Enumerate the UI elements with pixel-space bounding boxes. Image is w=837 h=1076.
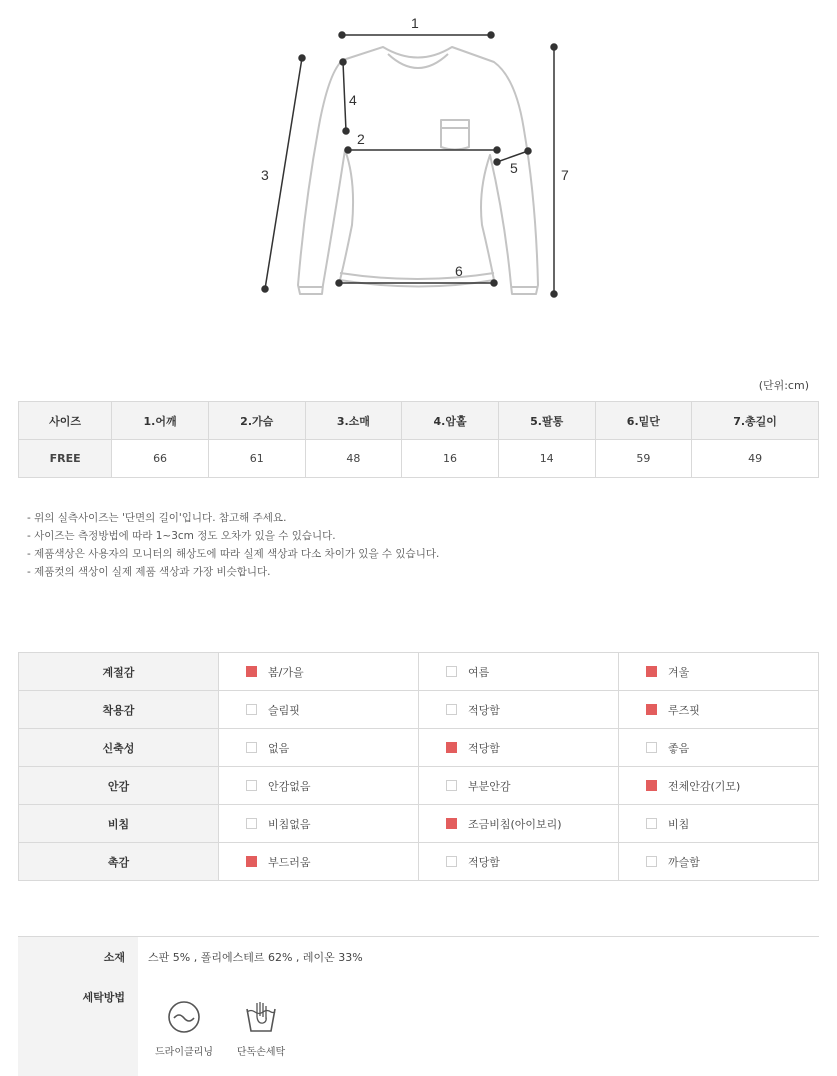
washing-item-hand-wash	[221, 999, 301, 1058]
feel-option	[219, 691, 419, 729]
header-cell: 2.가슴	[208, 402, 305, 440]
header-cell: 6.밑단	[595, 402, 692, 440]
size-table	[18, 401, 819, 478]
feel-option-label: 적당함	[468, 741, 500, 755]
measure-label-5: 5	[510, 160, 518, 176]
header-cell: 1.어깨	[112, 402, 209, 440]
header-cell: 7.총길이	[692, 402, 819, 440]
feel-option-label: 안감없음	[268, 779, 311, 793]
feel-option-label: 여름	[468, 665, 490, 679]
measurement-diagram	[0, 0, 837, 330]
washing-item-label: 단독손세탁	[236, 1047, 286, 1058]
feel-option	[619, 691, 819, 729]
feel-option-label: 봄/가을	[268, 665, 304, 679]
feel-option	[619, 767, 819, 805]
material-section	[18, 936, 819, 1076]
table-row	[19, 440, 819, 478]
header-cell: 사이즈	[19, 402, 112, 440]
feel-option-label: 루즈핏	[668, 703, 700, 717]
header-cell: 5.팔통	[498, 402, 595, 440]
size-value-cell: 61	[208, 440, 305, 478]
feel-option	[219, 843, 419, 881]
size-notes	[27, 509, 439, 581]
unchecked-box-icon	[246, 742, 257, 753]
material-label: 소재	[103, 951, 125, 964]
size-value-cell: 14	[498, 440, 595, 478]
size-value-cell: 48	[305, 440, 402, 478]
unchecked-box-icon	[446, 780, 457, 791]
feel-option	[419, 653, 619, 691]
material-text: 스판 5% , 폴리에스테르 62% , 레이온 33%	[148, 951, 363, 964]
washing-item-dry-clean	[144, 999, 224, 1058]
hand-wash-icon	[243, 999, 279, 1035]
feel-option	[419, 691, 619, 729]
checked-box-icon	[646, 666, 657, 677]
feel-category: 신축성	[19, 729, 219, 767]
checked-box-icon	[246, 856, 257, 867]
checked-box-icon	[646, 780, 657, 791]
table-row	[19, 805, 819, 843]
feel-category: 안감	[19, 767, 219, 805]
table-row	[19, 729, 819, 767]
header-cell: 4.암홀	[402, 402, 499, 440]
checked-box-icon	[646, 704, 657, 715]
note-line: - 제품컷의 색상이 실제 제품 색상과 가장 비슷합니다.	[27, 566, 271, 578]
note-line: - 제품색상은 사용자의 모니터의 해상도에 따라 실제 색상과 다소 차이가 있을 수 있습니다.	[27, 548, 440, 560]
feel-category: 비침	[19, 805, 219, 843]
size-value-cell: 16	[402, 440, 499, 478]
size-value-cell: 66	[112, 440, 209, 478]
feel-option-label: 까슬함	[668, 855, 700, 869]
note-line: - 위의 실측사이즈는 '단면의 길이'입니다. 참고해 주세요.	[27, 512, 287, 524]
size-value-cell: 49	[692, 440, 819, 478]
washing-label: 세탁방법	[82, 991, 125, 1004]
feel-option-label: 슬림핏	[268, 703, 300, 717]
washing-item-label: 드라이클리닝	[155, 1047, 213, 1058]
tshirt-illustration	[0, 0, 837, 330]
feel-option-label: 부분안감	[468, 779, 511, 793]
feel-option	[419, 767, 619, 805]
checked-box-icon	[446, 818, 457, 829]
feel-option-label: 부드러움	[268, 855, 311, 869]
unchecked-box-icon	[246, 818, 257, 829]
feel-option	[219, 653, 419, 691]
feel-option-label: 적당함	[468, 855, 500, 869]
feel-option	[219, 805, 419, 843]
note-line: - 사이즈는 측정방법에 따라 1~3cm 정도 오차가 있을 수 있습니다.	[27, 530, 336, 542]
feel-option	[619, 729, 819, 767]
feel-category: 계절감	[19, 653, 219, 691]
header-cell: 3.소매	[305, 402, 402, 440]
measure-label-3: 3	[261, 167, 269, 183]
unchecked-box-icon	[446, 704, 457, 715]
size-table-header	[19, 402, 819, 440]
measure-label-2: 2	[357, 131, 365, 147]
feel-option	[419, 805, 619, 843]
feel-option	[419, 843, 619, 881]
feel-category: 착용감	[19, 691, 219, 729]
unit-label: (단위:cm)	[758, 379, 809, 392]
table-row	[19, 767, 819, 805]
unchecked-box-icon	[446, 666, 457, 677]
size-name-cell: FREE	[19, 440, 112, 478]
table-row	[19, 691, 819, 729]
measure-label-7: 7	[561, 167, 569, 183]
feel-option-label: 좋음	[668, 741, 690, 755]
feel-option	[419, 729, 619, 767]
dry-clean-icon	[166, 999, 202, 1035]
feel-option-label: 비침	[668, 817, 690, 831]
checked-box-icon	[246, 666, 257, 677]
feel-option-label: 없음	[268, 741, 290, 755]
measure-label-4: 4	[349, 92, 357, 108]
measure-label-6: 6	[455, 263, 463, 279]
feel-option-label: 비침없음	[268, 817, 311, 831]
feel-option	[619, 843, 819, 881]
table-row	[19, 653, 819, 691]
feel-option	[219, 767, 419, 805]
feel-category: 촉감	[19, 843, 219, 881]
feel-option	[619, 653, 819, 691]
checked-box-icon	[446, 742, 457, 753]
unchecked-box-icon	[246, 780, 257, 791]
feel-option-label: 적당함	[468, 703, 500, 717]
feel-option-label: 겨울	[668, 665, 690, 679]
unchecked-box-icon	[646, 818, 657, 829]
unchecked-box-icon	[646, 742, 657, 753]
measure-label-1: 1	[411, 15, 419, 31]
unchecked-box-icon	[646, 856, 657, 867]
feel-option-label: 전체안감(기모)	[668, 779, 741, 793]
feel-option	[219, 729, 419, 767]
unchecked-box-icon	[246, 704, 257, 715]
feel-option	[619, 805, 819, 843]
size-value-cell: 59	[595, 440, 692, 478]
unchecked-box-icon	[446, 856, 457, 867]
table-row	[19, 843, 819, 881]
product-feel-table	[18, 652, 819, 881]
feel-option-label: 조금비침(아이보리)	[468, 817, 562, 831]
